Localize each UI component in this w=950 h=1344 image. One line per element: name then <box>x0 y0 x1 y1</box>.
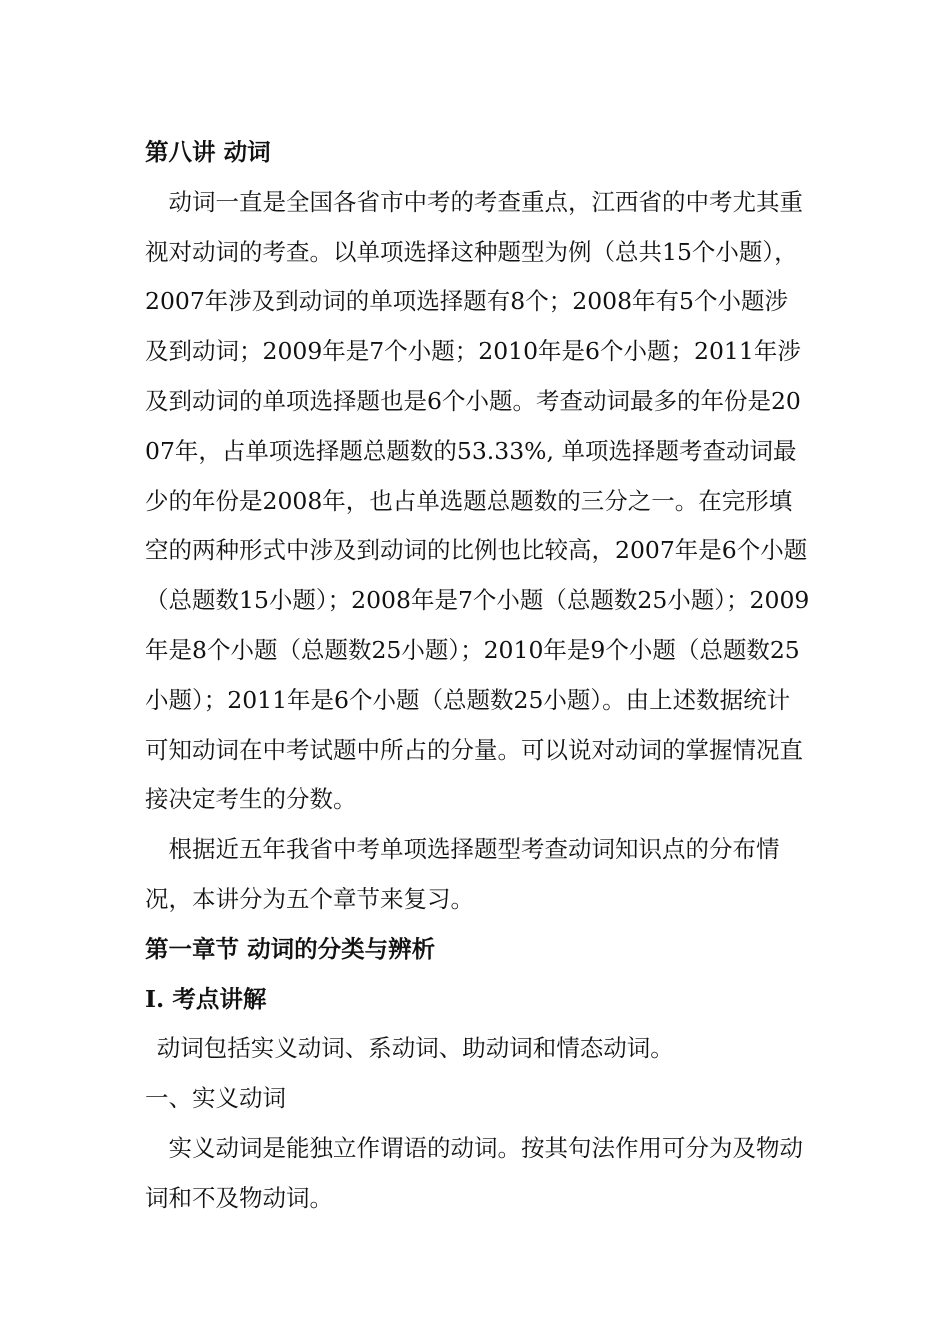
subsection-title: 一、实义动词 <box>145 1084 286 1113</box>
lecture-title: 第八讲 动词 <box>145 138 271 166</box>
plan-paragraph: 根据近五年我省中考单项选择题型考查动词知识点的分布情况，本讲分为五个章节来复习。 <box>145 835 780 913</box>
chapter-title: 第一章节 动词的分类与辨析 <box>145 934 436 963</box>
subsection-text: 实义动词是能独立作谓语的动词。按其句法作用可分为及物动词和不及物动词。 <box>145 1133 803 1212</box>
document-body <box>145 128 810 1224</box>
section-title: I. 考点讲解 <box>145 984 267 1013</box>
intro-paragraph: 动词一直是全国各省市中考的考查重点，江西省的中考尤其重视对动词的考查。以单项选择这种题型为例（总共15个小题），2007年涉及到动词的单项选择题有8个；2008年有5个小题涉及到动词；2009年是7个小题；2010年是6个小题；2011年涉及到动词的单项选择题也是6个小题。考查动词最多的年份是2007年，占单项选择题总题数的53.33%, 单项选择题考查动词最少的年份是2008年，也占单选题总题数的三分之一。在完形填空的两种形式中涉及到动词的比例也比较高，2007年是6个小题（总题数15小题）；2008年是7个小题（总题数25小题）；2009年是8个小题（总题数25小题）；2010年是9个小题（总题数25小题）；2011年是6个小题（总题数25小题）。由上述数据统计可知动词在中考试题中所占的分量。可以说对动词的掌握情况直接决定考生的分数。 <box>145 187 810 814</box>
section-intro: 动词包括实义动词、系动词、助动词和情态动词。 <box>156 1034 674 1063</box>
